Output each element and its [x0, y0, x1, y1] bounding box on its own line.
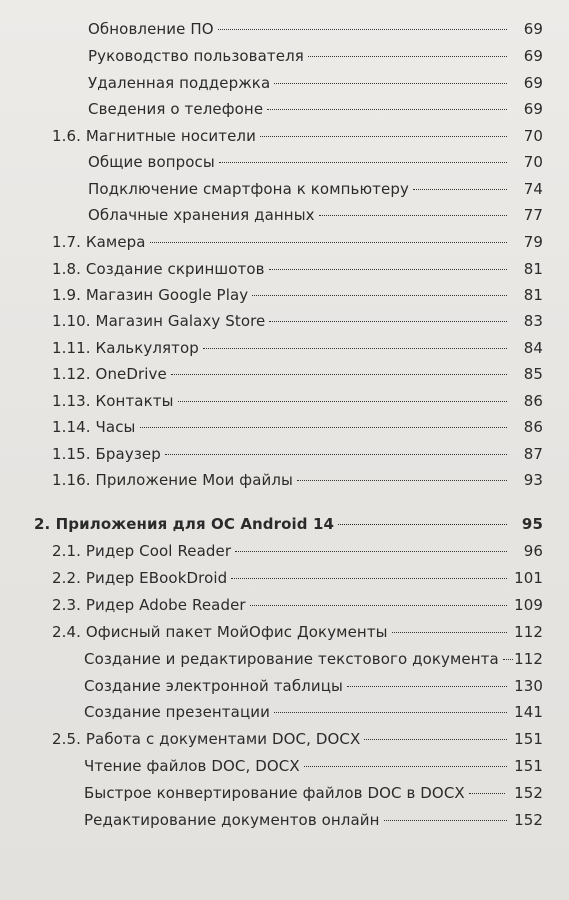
toc-entry[interactable] [0, 365, 569, 391]
toc-entry-page: 141 [514, 703, 543, 721]
toc-entry-label: 1.10. Магазин Galaxy Store [52, 312, 266, 330]
dot-leader [269, 269, 507, 270]
toc-entry-label: 1.9. Магазин Google Play [52, 286, 249, 304]
toc-entry-page: 85 [523, 365, 543, 383]
toc-entry-page: 93 [523, 471, 543, 489]
dot-leader [347, 686, 507, 687]
dot-leader [219, 162, 507, 163]
toc-entry-page: 87 [523, 445, 543, 463]
toc-entry-label: Сведения о телефоне [88, 100, 264, 118]
toc-entry-page: 152 [514, 811, 543, 829]
toc-entry[interactable] [0, 677, 569, 703]
toc-entry-label: Руководство пользователя [88, 47, 304, 65]
dot-leader [384, 820, 507, 821]
dot-leader [469, 793, 505, 794]
toc-entry-page: 96 [523, 542, 543, 560]
dot-leader [297, 480, 507, 481]
dot-leader [165, 454, 507, 455]
toc-entry-label: Создание презентации [84, 703, 270, 721]
toc-entry-label: Быстрое конвертирование файлов DOC в DOCX [84, 784, 465, 802]
toc-chapter-page: 95 [521, 515, 543, 533]
dot-leader [231, 578, 507, 579]
toc-entry[interactable] [0, 100, 569, 126]
toc-entry-page: 86 [523, 392, 543, 410]
dot-leader [235, 551, 507, 552]
toc-entry-label: 1.6. Магнитные носители [52, 127, 256, 145]
toc-entry-page: 70 [523, 127, 543, 145]
toc-entry[interactable] [0, 392, 569, 418]
dot-leader [150, 242, 507, 243]
toc-entry[interactable] [0, 784, 569, 810]
dot-leader [274, 83, 507, 84]
toc-entry-page: 81 [523, 286, 543, 304]
toc-entry-page: 151 [514, 730, 543, 748]
toc-entry-label: 2.3. Ридер Adobe Reader [52, 596, 246, 614]
toc-chapter-label: 2. Приложения для ОС Android 14 [34, 515, 335, 533]
toc-entry-page: 83 [523, 312, 543, 330]
toc-entry[interactable] [0, 811, 569, 837]
toc-entry-page: 74 [523, 180, 543, 198]
toc-entry-label: Редактирование документов онлайн [84, 811, 380, 829]
dot-leader [267, 109, 507, 110]
dot-leader [218, 29, 507, 30]
toc-entry-label: 1.16. Приложение Мои файлы [52, 471, 293, 489]
toc-entry-label: 2.5. Работа с документами DOC, DOCX [52, 730, 361, 748]
dot-leader [252, 295, 507, 296]
dot-leader [364, 739, 507, 740]
dot-leader [308, 56, 507, 57]
dot-leader [269, 321, 507, 322]
toc-entry[interactable] [0, 74, 569, 100]
toc-entry-page: 151 [514, 757, 543, 775]
dot-leader [260, 136, 507, 137]
toc-entry-label: 1.12. OneDrive [52, 365, 167, 383]
toc-entry[interactable] [0, 312, 569, 338]
dot-leader [503, 659, 513, 660]
dot-leader [203, 348, 507, 349]
toc-entry-page: 77 [523, 206, 543, 224]
toc-entry[interactable] [0, 20, 569, 46]
toc-entry[interactable] [0, 703, 569, 729]
toc-entry[interactable] [0, 471, 569, 497]
toc-entry[interactable] [0, 47, 569, 73]
toc-entry-page: 69 [523, 74, 543, 92]
toc-entry[interactable] [0, 418, 569, 444]
dot-leader [413, 189, 507, 190]
toc-entry[interactable] [0, 542, 569, 568]
toc-entry-label: 1.13. Контакты [52, 392, 174, 410]
toc-entry[interactable] [0, 339, 569, 365]
toc-entry-label: Создание и редактирование текстового документа [84, 650, 499, 668]
dot-leader [250, 605, 507, 606]
toc-entry[interactable] [0, 233, 569, 259]
toc-entry-label: 1.7. Камера [52, 233, 146, 251]
toc-entry[interactable] [0, 153, 569, 179]
toc-entry[interactable] [0, 569, 569, 595]
toc-entry-label: Общие вопросы [88, 153, 215, 171]
toc-entry-page: 79 [523, 233, 543, 251]
toc-entry-page: 109 [514, 596, 543, 614]
dot-leader [304, 766, 507, 767]
toc-entry-label: 2.1. Ридер Cool Reader [52, 542, 232, 560]
dot-leader [392, 632, 507, 633]
toc-entry-page: 112 [514, 623, 543, 641]
toc-entry[interactable] [0, 260, 569, 286]
dot-leader [171, 374, 507, 375]
toc-entry-label: Обновление ПО [88, 20, 214, 38]
toc-entry-page: 69 [523, 20, 543, 38]
dot-leader [178, 401, 507, 402]
toc-entry[interactable] [0, 650, 569, 676]
toc-entry-label: 1.15. Браузер [52, 445, 161, 463]
toc-entry-label: Создание электронной таблицы [84, 677, 343, 695]
toc-entry[interactable] [0, 730, 569, 756]
toc-entry[interactable] [0, 180, 569, 206]
toc-entry-label: Удаленная поддержка [88, 74, 271, 92]
toc-entry[interactable] [0, 596, 569, 622]
toc-entry[interactable] [0, 623, 569, 649]
toc-entry-label: Чтение файлов DOC, DOCX [84, 757, 300, 775]
toc-entry-label: Облачные хранения данных [88, 206, 315, 224]
toc-entry[interactable] [0, 206, 569, 232]
dot-leader [140, 427, 508, 428]
toc-entry[interactable] [0, 286, 569, 312]
toc-entry-page: 81 [523, 260, 543, 278]
toc-entry-page: 69 [523, 47, 543, 65]
toc-entry-label: 1.14. Часы [52, 418, 136, 436]
toc-entry[interactable] [0, 757, 569, 783]
toc-entry-page: 101 [514, 569, 543, 587]
toc-entry-page: 69 [523, 100, 543, 118]
dot-leader [338, 524, 507, 525]
toc-entry-page: 86 [523, 418, 543, 436]
toc-entry-label: 1.11. Калькулятор [52, 339, 199, 357]
toc-entry-page: 84 [523, 339, 543, 357]
toc-entry-page: 152 [514, 784, 543, 802]
dot-leader [274, 712, 507, 713]
toc-entry-label: 1.8. Создание скриншотов [52, 260, 265, 278]
toc-entry-page: 112 [514, 650, 543, 668]
toc-entry[interactable] [0, 445, 569, 471]
dot-leader [319, 215, 507, 216]
toc-entry[interactable] [0, 127, 569, 153]
toc-entry-page: 130 [514, 677, 543, 695]
toc-entry-label: 2.4. Офисный пакет МойОфис Документы [52, 623, 388, 641]
toc-entry-page: 70 [523, 153, 543, 171]
toc-chapter[interactable] [0, 515, 569, 541]
toc-entry-label: 2.2. Ридер EBookDroid [52, 569, 228, 587]
toc-entry-label: Подключение смартфона к компьютеру [88, 180, 409, 198]
